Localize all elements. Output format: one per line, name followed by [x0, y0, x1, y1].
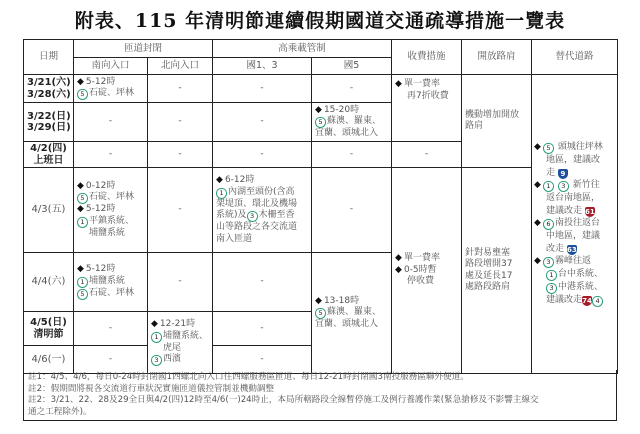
- diamond-bullet-icon: ◆: [534, 218, 541, 228]
- provincial-highway-shield-icon: 9: [558, 169, 568, 179]
- freeway-shield-icon: 5: [315, 308, 326, 319]
- header-southbound: 南向入口: [74, 58, 148, 75]
- nh13-cell: -: [213, 103, 312, 142]
- shoulder-cell: 機動增加開放 路肩: [462, 75, 532, 168]
- note-3-cont: 通之工程除外)。: [28, 406, 92, 417]
- header-date: 日期: [24, 40, 74, 75]
- freeway-shield-icon: 3: [543, 257, 554, 268]
- freeway-shield-icon: 3: [558, 181, 569, 192]
- table-row: [24, 75, 618, 103]
- nh13-cell: ◆ 6-12時 1 內湖至頭份(含高 架堤頂、環北及機場 系統)及 3 木柵至香 山等路段之各交流道 南入匝道: [213, 168, 312, 253]
- nh13-cell: -: [213, 75, 312, 103]
- freeway-shield-icon: 1: [543, 181, 554, 192]
- southbound-cell: -: [74, 103, 148, 142]
- toll-cell: -: [392, 142, 462, 168]
- freeway-shield-icon: 5: [77, 289, 88, 300]
- date-cell: 4/2(四) 上班日: [24, 142, 74, 168]
- northbound-cell: -: [148, 168, 213, 253]
- nh5-cell: -: [312, 168, 392, 253]
- header-hov: 高乘載管制: [213, 40, 392, 58]
- freeway-shield-icon: 1: [546, 270, 557, 281]
- diamond-bullet-icon: ◆: [534, 142, 541, 152]
- diamond-bullet-icon: ◆: [395, 253, 402, 264]
- nh5-cell: ◆ 15-20時 5 蘇澳、羅東、 宜蘭、頭城北入: [312, 103, 392, 142]
- date-cell: 4/5(日) 清明節: [24, 312, 74, 346]
- nh13-cell: -: [213, 253, 312, 312]
- header-nh5: 國5: [312, 58, 392, 75]
- nh13-cell: -: [213, 142, 312, 168]
- freeway-shield-icon: 5: [77, 193, 88, 204]
- diamond-bullet-icon: ◆: [395, 79, 402, 89]
- note-2: 註2：假期間將視各交流道行車狀況實施匝道儀控管制並機動調整: [28, 383, 275, 394]
- diamond-bullet-icon: ◆: [315, 295, 322, 306]
- northbound-cell: ◆ 12-21時 1 埔鹽系統、 虎尾 3 西濱: [148, 312, 213, 374]
- header-nh13: 國1、3: [213, 58, 312, 75]
- date-cell: 4/4(六): [24, 253, 74, 312]
- toll-cell: ◆ 單一費率 再7折收費: [392, 75, 462, 142]
- southbound-cell: ◆ 5-12時 1 埔鹽系統 5 石碇、坪林: [74, 253, 148, 312]
- date-cell: 3/22(日) 3/29(日): [24, 103, 74, 142]
- table-row: [24, 168, 618, 253]
- freeway-shield-icon: 3: [151, 355, 162, 366]
- nh5-cell: ◆ 13-18時 5 蘇澳、羅東、 宜蘭、頭城北人: [312, 253, 392, 374]
- freeway-shield-icon: 3: [546, 283, 557, 294]
- northbound-cell: -: [148, 103, 213, 142]
- header-northbound: 北向入口: [148, 58, 213, 75]
- nh5-cell: -: [312, 75, 392, 103]
- diamond-bullet-icon: ◆: [395, 264, 402, 275]
- diamond-bullet-icon: ◆: [534, 256, 541, 266]
- header-toll: 收費措施: [392, 40, 462, 75]
- header-alt-route: 替代道路: [532, 40, 618, 75]
- header-shoulder: 開放路肩: [462, 40, 532, 75]
- freeway-shield-icon: 1: [77, 217, 88, 228]
- diamond-bullet-icon: ◆: [77, 76, 84, 87]
- nh5-cell: -: [312, 142, 392, 168]
- northbound-cell: -: [148, 142, 213, 168]
- southbound-cell: -: [74, 142, 148, 168]
- alt-route-cell: ◆ 5 頭城往坪林 地區，建議改 走 9 ◆ 1 3 新竹往 返台南地區， 建議改走 61 ◆ 6 南投往返台 中地區，建議 改走 63 ◆ 3 霧峰往返 1 台中系統、 3 中港系統、 建議改走74 4: [532, 75, 618, 374]
- nh13-cell: -: [213, 346, 312, 374]
- shoulder-cell: 針對易壅塞 路段增開37 處及延長17 處路段路肩: [462, 168, 532, 374]
- traffic-measures-table: [23, 39, 618, 374]
- date-cell: 3/21(六) 3/28(六): [24, 75, 74, 103]
- freeway-shield-icon: 3: [247, 211, 258, 222]
- note-1: 註1：4/5、4/6，每日0-24時封閉國1西螺北向入口往西螺服務區匝道、每日12-21時封閉國3南投服務區聯外便道。: [28, 372, 469, 382]
- southbound-cell: ◆ 5-12時 5 石碇、坪林: [74, 75, 148, 103]
- northbound-cell: -: [148, 253, 213, 312]
- nh13-cell: -: [213, 312, 312, 346]
- date-cell: 4/6(一): [24, 346, 74, 374]
- northbound-cell: -: [148, 75, 213, 103]
- diamond-bullet-icon: ◆: [77, 204, 84, 215]
- southbound-cell: -: [74, 346, 148, 374]
- diamond-bullet-icon: ◆: [534, 180, 541, 190]
- freeway-shield-icon: 5: [77, 89, 88, 100]
- diamond-bullet-icon: ◆: [77, 180, 84, 191]
- provincial-highway-shield-icon: 74: [582, 297, 592, 305]
- diamond-bullet-icon: ◆: [315, 104, 322, 115]
- note-3: 註2：3/21、22、28及29全日與4/2(四)12時至4/6(一)24時止，本局所轄路段全線暫停施工及例行養護作業(緊急搶修及不影響主線交: [28, 395, 539, 405]
- toll-cell: ◆ 單一費率 ◆ 0-5時暫 停收費: [392, 168, 462, 374]
- page-title: 附表、115 年清明節連續假期國道交通疏導措施一覽表: [74, 10, 566, 32]
- freeway-shield-icon: 4: [592, 296, 603, 307]
- diamond-bullet-icon: ◆: [77, 264, 84, 275]
- header-ramp-closure: 匝道封閉: [74, 40, 213, 58]
- freeway-shield-icon: 5: [543, 143, 554, 154]
- southbound-cell: -: [74, 312, 148, 346]
- diamond-bullet-icon: ◆: [151, 319, 158, 329]
- freeway-shield-icon: 1: [216, 188, 227, 199]
- date-cell: 4/3(五): [24, 168, 74, 253]
- freeway-shield-icon: 1: [77, 277, 88, 288]
- freeway-shield-icon: 5: [315, 117, 326, 128]
- freeway-shield-icon: 6: [543, 219, 554, 230]
- freeway-shield-icon: 1: [151, 332, 162, 343]
- provincial-highway-shield-icon: 61: [585, 207, 595, 216]
- southbound-cell: ◆ 0-12時 5 石碇、坪林 ◆ 5-12時 1 平鎮系統、 埔鹽系統: [74, 168, 148, 253]
- diamond-bullet-icon: ◆: [216, 175, 223, 185]
- provincial-highway-shield-icon: 63: [567, 245, 577, 254]
- footnotes: [23, 370, 617, 421]
